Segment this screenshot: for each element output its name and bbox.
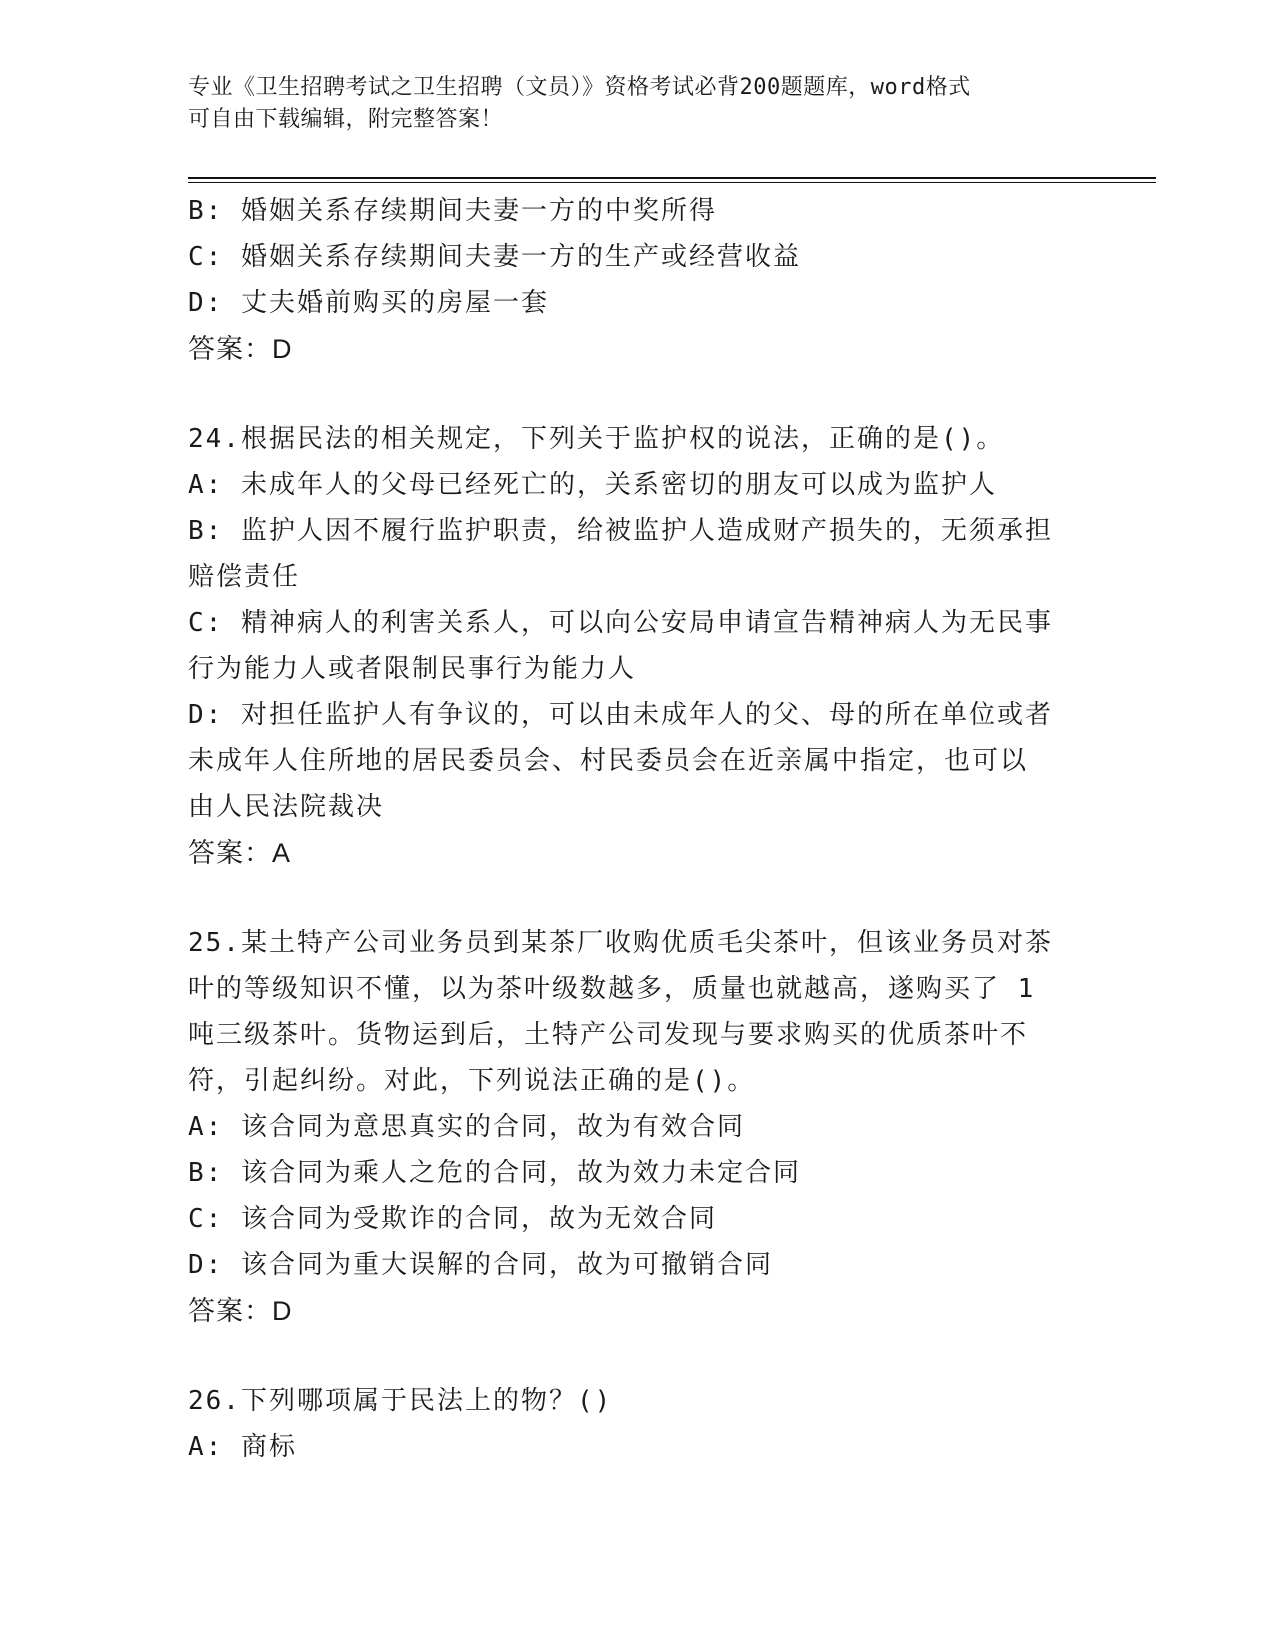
spacer bbox=[188, 876, 1088, 920]
question-stem: 24.根据民法的相关规定，下列关于监护权的说法，正确的是()。 bbox=[188, 424, 1005, 454]
question-stem-continued: 叶的等级知识不懂，以为茶叶级数越多，质量也就越高，遂购买了 1 bbox=[188, 974, 1036, 1004]
option-c: C: 精神病人的利害关系人，可以向公安局申请宣告精神病人为无民事 bbox=[188, 608, 1053, 638]
option-b: B: 监护人因不履行监护职责，给被监护人造成财产损失的，无须承担 bbox=[188, 516, 1053, 546]
option-b-continued: 赔偿责任 bbox=[188, 562, 301, 592]
option-b: B: 婚姻关系存续期间夫妻一方的中奖所得 bbox=[188, 196, 717, 226]
option-a: A: 商标 bbox=[188, 1432, 297, 1462]
option-b: B: 该合同为乘人之危的合同，故为效力未定合同 bbox=[188, 1158, 801, 1188]
question-25 bbox=[188, 920, 1088, 1334]
question-stem: 26.下列哪项属于民法上的物？() bbox=[188, 1386, 613, 1416]
answer-line: 答案：D bbox=[188, 1296, 293, 1326]
option-c: C: 该合同为受欺诈的合同，故为无效合同 bbox=[188, 1204, 717, 1234]
spacer bbox=[188, 1334, 1088, 1378]
question-stem-continued: 吨三级茶叶。货物运到后，土特产公司发现与要求购买的优质茶叶不 bbox=[188, 1020, 1029, 1050]
question-stem: 25.某土特产公司业务员到某茶厂收购优质毛尖茶叶，但该业务员对茶 bbox=[188, 928, 1053, 958]
option-a: A: 该合同为意思真实的合同，故为有效合同 bbox=[188, 1112, 745, 1142]
page-header bbox=[188, 72, 1088, 136]
option-d-continued: 由人民法院裁决 bbox=[188, 792, 385, 822]
option-a: A: 未成年人的父母已经死亡的，关系密切的朋友可以成为监护人 bbox=[188, 470, 997, 500]
option-c: C: 婚姻关系存续期间夫妻一方的生产或经营收益 bbox=[188, 242, 801, 272]
question-stem-continued: 符，引起纠纷。对此，下列说法正确的是()。 bbox=[188, 1066, 756, 1096]
answer-line: 答案：A bbox=[188, 838, 292, 868]
option-c-continued: 行为能力人或者限制民事行为能力人 bbox=[188, 654, 637, 684]
header-divider-thick bbox=[188, 177, 1156, 179]
spacer bbox=[188, 372, 1088, 416]
answer-line: 答案：D bbox=[188, 334, 293, 364]
question-list bbox=[188, 188, 1088, 1470]
question-23-continued bbox=[188, 188, 1088, 372]
header-title-line-1: 专业《卫生招聘考试之卫生招聘（文员）》资格考试必背200题题库，word格式 bbox=[188, 75, 971, 100]
header-title-line-2: 可自由下载编辑，附完整答案！ bbox=[188, 107, 504, 132]
option-d: D: 该合同为重大误解的合同，故为可撤销合同 bbox=[188, 1250, 773, 1280]
question-26 bbox=[188, 1378, 1088, 1470]
option-d-continued: 未成年人住所地的居民委员会、村民委员会在近亲属中指定，也可以 bbox=[188, 746, 1029, 776]
question-24 bbox=[188, 416, 1088, 876]
option-d: D: 对担任监护人有争议的，可以由未成年人的父、母的所在单位或者 bbox=[188, 700, 1053, 730]
header-divider-thin bbox=[188, 182, 1156, 183]
option-d: D: 丈夫婚前购买的房屋一套 bbox=[188, 288, 549, 318]
